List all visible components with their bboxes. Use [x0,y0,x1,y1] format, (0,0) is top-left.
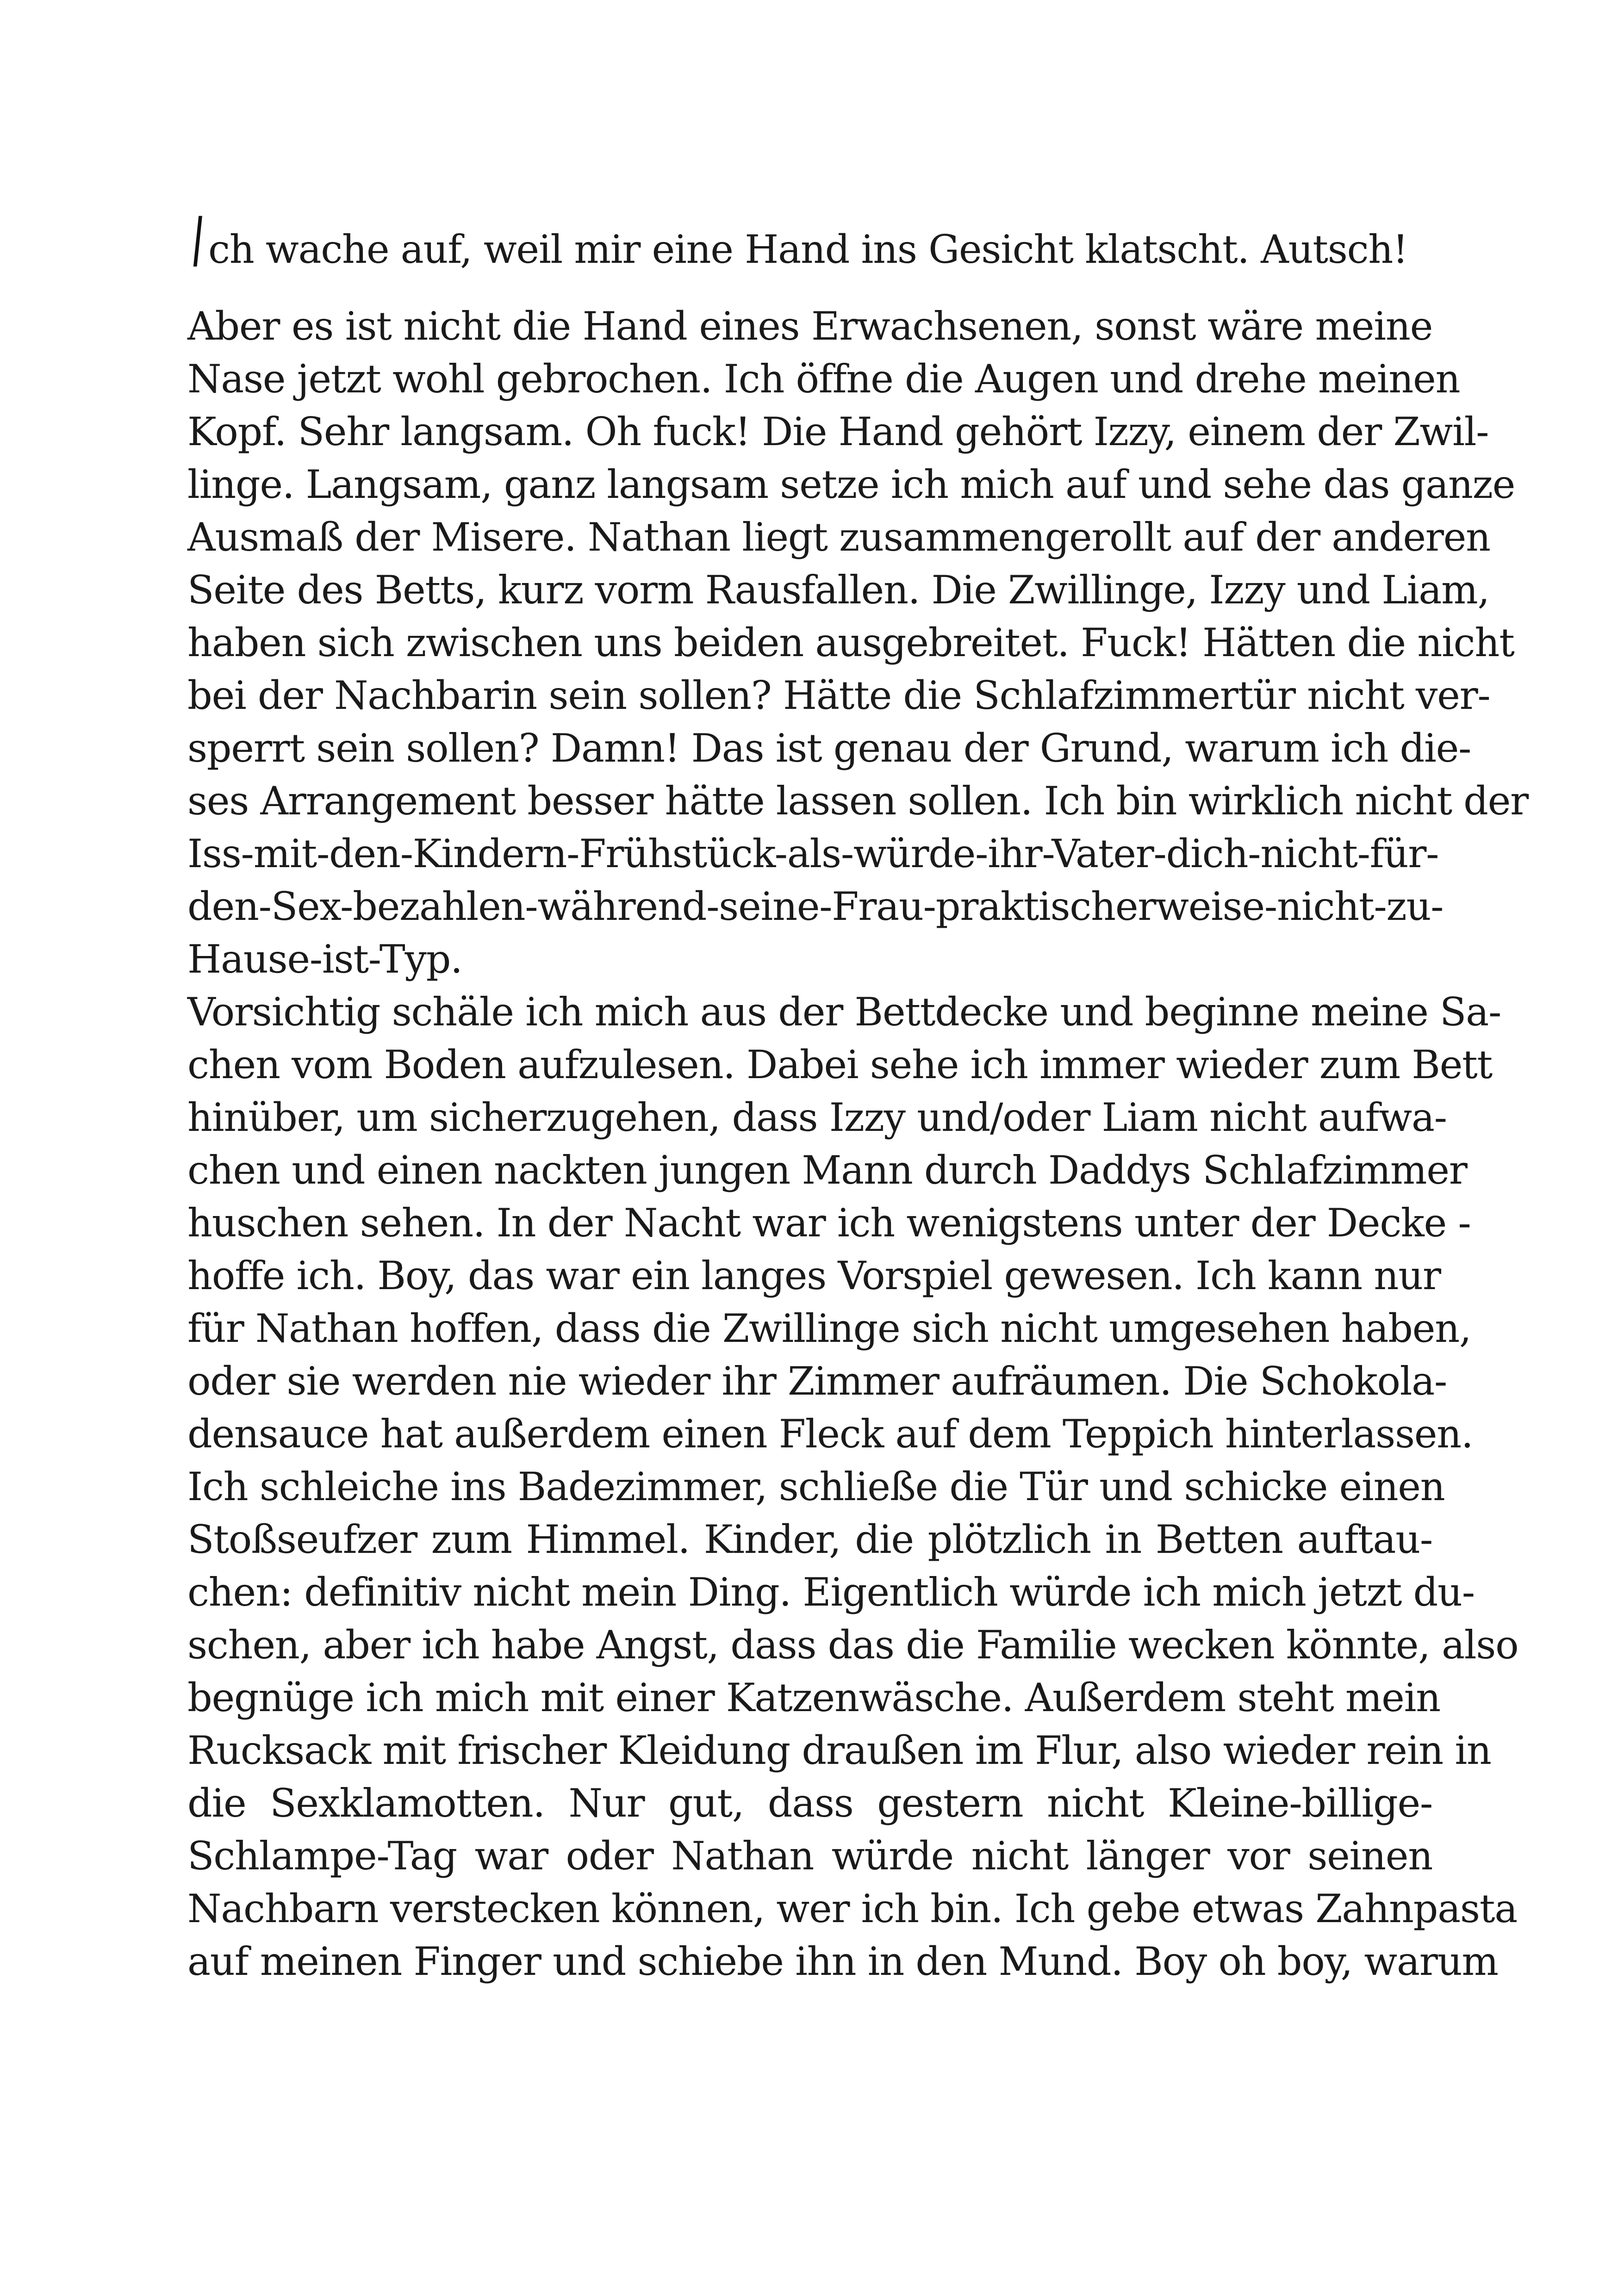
text-line: Seite des Betts, kurz vorm Rausfallen. Die Zwillinge, Izzy und Liam, [187,567,1489,613]
text-line: für Nathan hoffen, dass die Zwillinge sich nicht umgesehen haben, [187,1306,1471,1351]
body-text [183,203,1528,1988]
paragraph-2 [187,986,1518,1988]
text-line: Rucksack mit frischer Kleidung draußen im Flur, also wieder rein in [187,1728,1491,1773]
text-line: Nase jetzt wohl gebrochen. Ich öffne die Augen und drehe meinen [187,356,1460,402]
text-line: schen, aber ich habe Angst, dass das die Familie wecken könnte, also [187,1622,1518,1668]
text-line: oder sie werden nie wieder ihr Zimmer aufräumen. Die Schokola- [187,1359,1447,1404]
text-line: haben sich zwischen uns beiden ausgebreitet. Fuck! Hätten die nicht [187,620,1514,665]
decorative-initial: I [183,203,212,283]
opening-line [183,203,1432,283]
text-line: auf meinen Finger und schiebe ihn in den Mund. Boy oh boy, warum [187,1939,1498,1984]
text-line: linge. Langsam, ganz langsam setze ich mich auf und sehe das ganze [187,462,1515,507]
text-line: Hause-ist-Typ. [187,937,462,982]
text-line: Kopf. Sehr langsam. Oh fuck! Die Hand gehört Izzy, einem der Zwil- [187,409,1489,454]
text-line: hoffe ich. Boy, das war ein langes Vorspiel gewesen. Ich kann nur [187,1253,1441,1298]
text-line: densauce hat außerdem einen Fleck auf dem Teppich hinterlassen. [187,1411,1473,1457]
paragraph-1 [187,300,1528,986]
text-line: sperrt sein sollen? Damn! Das ist genau der Grund, warum ich die- [187,726,1471,771]
text-line: Iss-mit-den-Kindern-Frühstück-als-würde-ihr-Vater-dich-nicht-für- [187,831,1439,876]
text-line: Ausmaß der Misere. Nathan liegt zusammengerollt auf der anderen [187,515,1490,560]
text-line: Aber es ist nicht die Hand eines Erwachsenen, sonst wäre meine [187,304,1432,349]
text-line: Ich schleiche ins Badezimmer, schließe die Tür und schicke einen [187,1464,1445,1509]
text-line: hinüber, um sicherzugehen, dass Izzy und/oder Liam nicht aufwa- [187,1095,1447,1140]
text-line: Nachbarn verstecken können, wer ich bin. Ich gebe etwas Zahnpasta [187,1886,1517,1931]
text-line: Stoßseufzer zum Himmel. Kinder, die plötzlich in Betten auftau- [187,1517,1432,1562]
opening-line-text: ch wache auf, weil mir eine Hand ins Gesicht klatscht. Autsch! [208,227,1408,272]
text-line: chen und einen nackten jungen Mann durch Daddys Schlafzimmer [187,1148,1467,1193]
text-line: huschen sehen. In der Nacht war ich wenigstens unter der Decke - [187,1200,1471,1246]
text-line: Vorsichtig schäle ich mich aus der Bettdecke und beginne meine Sa- [187,989,1501,1035]
text-line: Schlampe-Tag war oder Nathan würde nicht länger vor seinen [187,1833,1432,1879]
text-line: ses Arrangement besser hätte lassen sollen. Ich bin wirklich nicht der [187,778,1528,824]
text-line: die Sexklamotten. Nur gut, dass gestern nicht Kleine-billige- [187,1781,1432,1826]
text-line: den-Sex-bezahlen-während-seine-Frau-praktischerweise-nicht-zu- [187,884,1444,929]
text-line: chen: definitiv nicht mein Ding. Eigentlich würde ich mich jetzt du- [187,1570,1475,1615]
text-line: chen vom Boden aufzulesen. Dabei sehe ich immer wieder zum Bett [187,1042,1492,1087]
text-line: begnüge ich mich mit einer Katzenwäsche. Außerdem steht mein [187,1675,1440,1720]
text-line: bei der Nachbarin sein sollen? Hätte die Schlafzimmertür nicht ver- [187,673,1490,718]
